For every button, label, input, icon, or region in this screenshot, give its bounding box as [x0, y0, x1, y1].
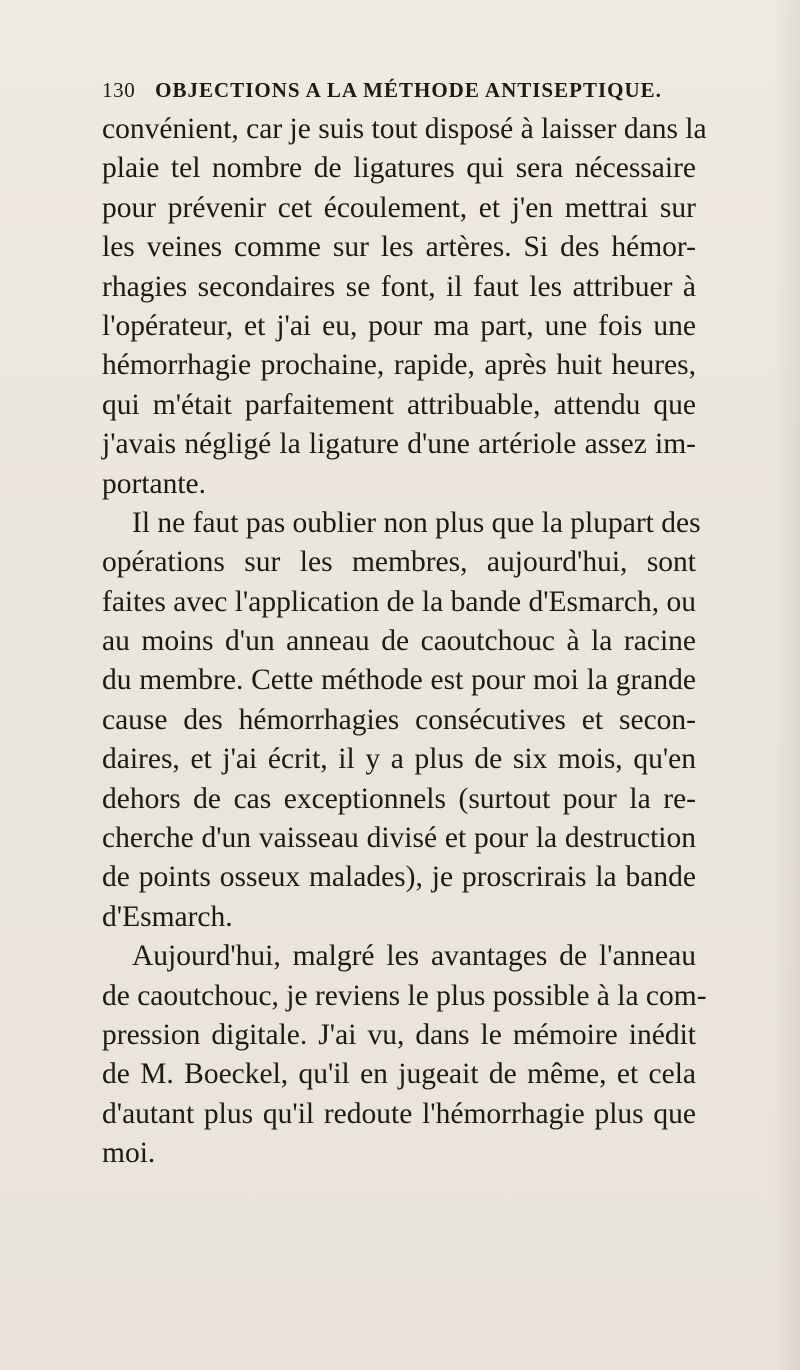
page-number: 130 — [102, 78, 136, 102]
text-line: pour prévenir cet écoulement, et j'en mettrai sur — [102, 191, 696, 224]
text-line: cherche d'un vaisseau divisé et pour la destruction — [102, 822, 696, 855]
text-line: opérations sur les membres, aujourd'hui, sont — [102, 546, 696, 579]
text-line: de M. Boeckel, qu'il en jugeait de même, et cela — [102, 1058, 696, 1091]
text-line: du membre. Cette méthode est pour moi la grande — [102, 664, 696, 697]
paragraph — [102, 937, 707, 1173]
text-line: pression digitale. J'ai vu, dans le mémoire inédit — [102, 1018, 696, 1051]
text-line: moi. — [102, 1137, 156, 1170]
text-line: hémorrhagie prochaine, rapide, après huit heures, — [102, 349, 696, 382]
paragraph — [102, 110, 707, 504]
text-line: rhagies secondaires se font, il faut les attribuer à — [102, 270, 696, 303]
text-line: les veines comme sur les artères. Si des hémor- — [102, 231, 696, 264]
text-line: convénient, car je suis tout disposé à laisser dans la — [102, 113, 707, 145]
text-line: dehors de cas exceptionnels (surtout pour la re- — [102, 782, 696, 815]
text-line: daires, et j'ai écrit, il y a plus de six mois, qu'en — [102, 743, 696, 776]
text-line: Il ne faut pas oublier non plus que la plupart des — [132, 506, 701, 539]
text-line: qui m'était parfaitement attribuable, attendu que — [102, 388, 696, 421]
text-line: de points osseux malades), je proscrirais la bande — [102, 861, 696, 894]
text-line: cause des hémorrhagies consécutives et secon- — [102, 703, 696, 736]
body-text — [102, 110, 707, 1174]
text-line: portante. — [102, 467, 207, 500]
text-line: d'Esmarch. — [102, 900, 233, 933]
text-line: j'avais négligé la ligature d'une artériole assez im- — [102, 428, 696, 461]
running-header — [102, 78, 682, 103]
page-edge-shadow — [774, 0, 800, 1370]
text-line: de caoutchouc, je reviens le plus possible à la com- — [102, 979, 707, 1012]
text-line: plaie tel nombre de ligatures qui sera nécessaire — [102, 152, 696, 185]
text-line: faites avec l'application de la bande d'Esmarch, ou — [102, 585, 696, 618]
running-title: OBJECTIONS A LA MÉTHODE ANTISEPTIQUE. — [155, 78, 662, 102]
paragraph — [102, 504, 701, 937]
text-line: d'autant plus qu'il redoute l'hémorrhagie plus que — [102, 1097, 696, 1130]
text-line: Aujourd'hui, malgré les avantages de l'anneau — [132, 940, 696, 973]
text-line: au moins d'un anneau de caoutchouc à la racine — [102, 625, 696, 658]
text-line: l'opérateur, et j'ai eu, pour ma part, une fois une — [102, 309, 696, 342]
